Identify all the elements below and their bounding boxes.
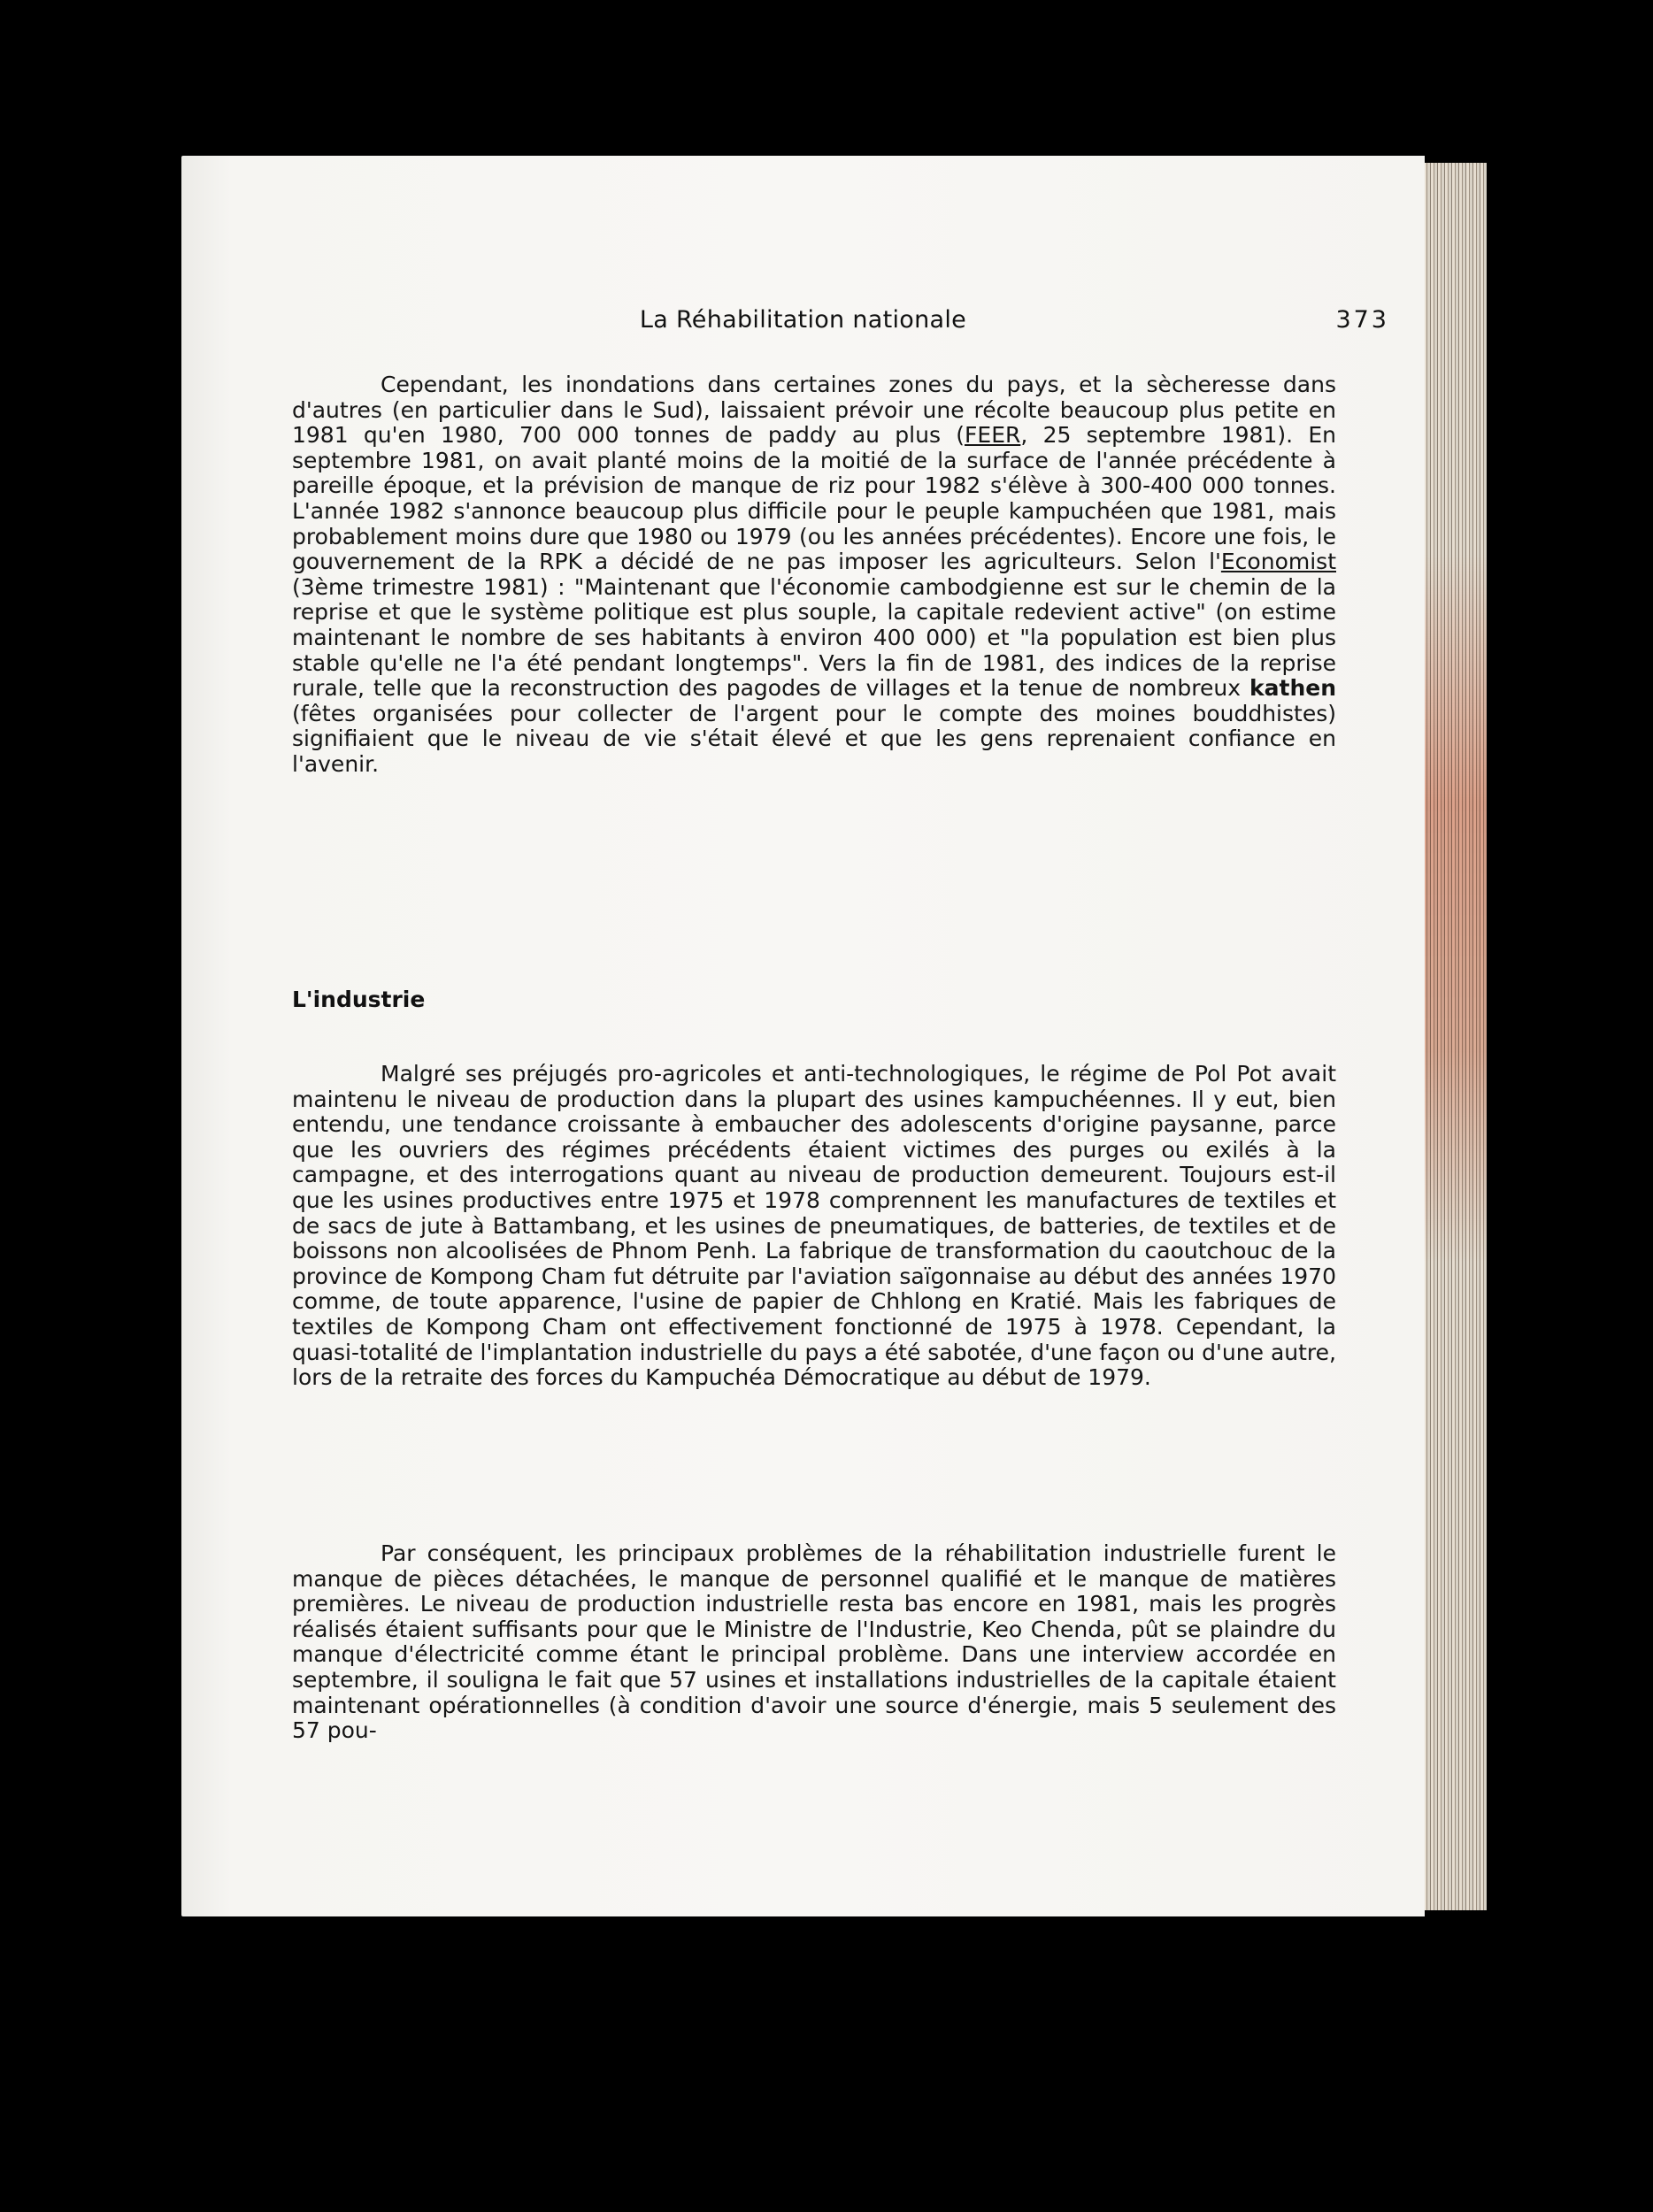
section-heading-industrie: L'industrie (292, 987, 426, 1012)
open-book (181, 156, 1487, 1916)
text-run: , 25 septembre 1981). En septembre 1981, on avait planté moins de la moitié de la surface de l'année précédente à pareille époque, et la prévision de manque de riz pour 1982 s'élève à 300-400 000 tonnes. L'année 1982 s'annonce beaucoup plus difficile pour le peuple kampuchéen que 1981, mais probablement moins dure que 1980 ou 1979 (ou les années précédentes). Encore une fois, le gouvernement de la RPK a décidé de ne pas imposer les agriculteurs. Selon l' (292, 422, 1336, 575)
term-kathen: kathen (1249, 675, 1336, 702)
book-page (181, 156, 1425, 1916)
paragraph-text: Par conséquent, les principaux problèmes de la réhabilitation industrielle furent le manque de pièces détachées, le manque de personnel qualifié et le manque de matières premières. Le niveau de production industrielle resta bas encore en 1981, mais les progrès réalisés étaient suffisants pour que le Ministre de l'Industrie, Keo Chenda, pût se plaindre du manque d'électricité comme étant le principal problème. Dans une interview accordée en septembre, il souligna le fait que 57 usines et installations industrielles de la capitale étaient maintenant opérationnelles (à condition d'avoir une source d'énergie, mais 5 seulement des 57 pou- (292, 1540, 1336, 1744)
text-run: Cependant, les inondations dans certaines zones du pays, et la sècheresse dans d'autres (en particulier dans le Sud), laissaient prévoir une récolte beaucoup plus petite en 1981 qu'en 1980, 700 000 tonnes de paddy au plus ( (292, 372, 1336, 449)
page-edges-tint (1420, 554, 1487, 1262)
page-number: 373 (1335, 306, 1389, 334)
text-run: (fêtes organisées pour collecter de l'argent pour le compte des moines bouddhistes) signifiaient que le niveau de vie s'était élevé et que les gens reprenaient confiance en l'avenir. (292, 700, 1336, 777)
paragraph-text (292, 373, 1336, 778)
paragraph-text: Malgré ses préjugés pro-agricoles et anti-technologiques, le régime de Pol Pot avait maintenu le niveau de production dans la plupart des usines kampuchéennes. Il y eut, bien entendu, une tendance croissante à embaucher des adolescents d'origine paysanne, parce que les ouvriers des régimes précédents étaient victimes des purges ou exilés à la campagne, et des interrogations quant au niveau de production demeurent. Toujours est-il que les usines productives entre 1975 et 1978 comprennent les manufactures de textiles et de sacs de jute à Battambang, et les usines de pneumatiques, de batteries, de textiles et de boissons non alcoolisées de Phnom Penh. La fabrique de transformation du caoutchouc de la province de Kompong Cham fut détruite par l'aviation saïgonnaise au début des années 1970 comme, de toute apparence, l'usine de papier de Chhlong en Kratié. Mais les fabriques de textiles de Kompong Cham ont effectivement fonctionné de 1975 à 1978. Cependant, la quasi-totalité de l'implantation industrielle du pays a été sabotée, d'une façon ou d'une autre, lors de la retraite des forces du Kampuchéa Démocratique au début de 1979. (292, 1061, 1336, 1391)
paragraph-industry-problems (292, 1541, 1336, 1744)
running-title: La Réhabilitation nationale (639, 306, 967, 334)
paragraph-rice-harvest (292, 373, 1336, 778)
paragraph-industry-history (292, 1062, 1336, 1391)
text-run: (3ème trimestre 1981) : "Maintenant que l'économie cambodgienne est sur le chemin de la reprise et que le système politique est plus souple, la capitale redevient active" (on estime maintenant le nombre de ses habitants à environ 400 000) et "la population est bien plus stable qu'elle ne l'a été pendant longtemps". Vers la fin de 1981, des indices de la reprise rurale, telle que la reconstruction des pagodes de villages et la tenue de nombreux (292, 573, 1336, 702)
citation-feer: FEER (965, 422, 1021, 449)
citation-economist: Economist (1220, 549, 1336, 575)
